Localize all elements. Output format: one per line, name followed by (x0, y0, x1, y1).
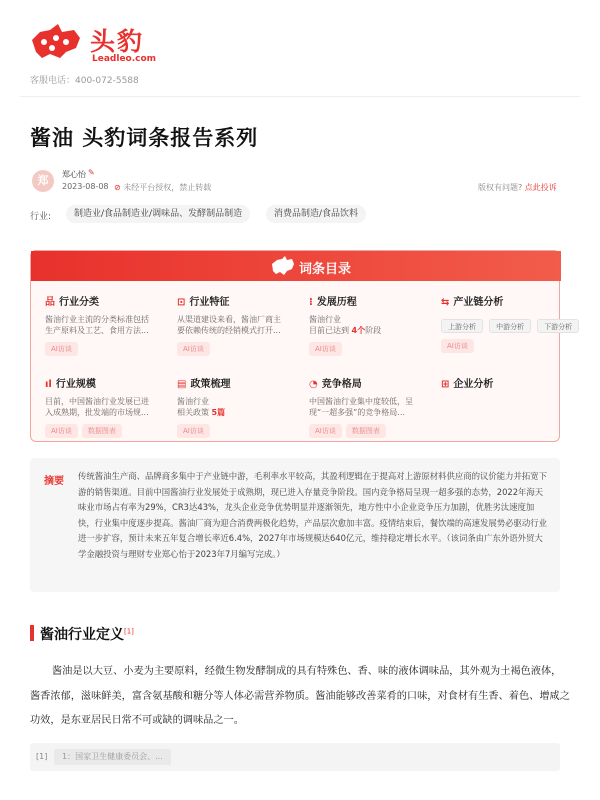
section-body: 酱油是以大豆、小麦为主要原料，经微生物发酵制成的具有特殊色、香、味的液体调味品，其外观为土褐色液体，酱香浓郁，滋味鲜美，富含氨基酸和糖分等人体必需营养物质。酱油能够改善菜肴的口味，对食材有生香、着色、增咸之功效，是东亚居民日常不可或缺的调味品之一。 (30, 666, 570, 726)
toc-item-title: 行业特征 (189, 297, 230, 308)
toc-item-title: 发展历程 (316, 297, 357, 308)
tree-icon: 品 (45, 297, 55, 308)
citation-link[interactable]: [1] (124, 627, 134, 636)
policy-icon: ▤ (177, 379, 187, 390)
toc-item-desc: 酱油行业主流的分类标准包括 (45, 315, 149, 324)
toc-item-competition[interactable] (309, 375, 439, 445)
toc-item-title: 产业链分析 (453, 297, 504, 308)
section-accent-bar (30, 625, 34, 641)
toc-item-title: 竞争格局 (321, 379, 362, 390)
report-prefix: 版权有问题? (478, 183, 523, 192)
author-name[interactable]: 郑心怡 (62, 170, 86, 179)
toc-item-desc: 要依赖传统的经销模式打开... (177, 326, 281, 335)
pie-icon: ◔ (309, 379, 318, 390)
midstream-tag[interactable]: 中游分析 (489, 319, 531, 333)
summary-label: 摘要 (44, 476, 64, 487)
toc-item-characteristics[interactable] (177, 293, 307, 363)
toc-item-desc: 入成熟期，批发端的市场规... (45, 408, 149, 417)
chip-icon: ⊡ (177, 297, 186, 308)
toc-item-desc: 酱油行业 (309, 315, 341, 324)
toc-header (31, 251, 561, 281)
page-title: 酱油 头豹词条报告系列 (30, 126, 259, 150)
ai-interview-pill[interactable]: AI访谈 (45, 342, 78, 356)
toc-item-desc: 现“一超多强”的竞争格局... (309, 408, 405, 417)
ai-interview-pill[interactable]: AI访谈 (177, 342, 210, 356)
data-chart-pill[interactable]: 数据图表 (346, 424, 386, 438)
publish-date: 2023-08-08 (62, 182, 109, 191)
toc-item-desc: 相关政策 5篇 (177, 408, 226, 417)
data-chart-pill[interactable]: 数据图表 (82, 424, 122, 438)
toc-item-desc: 从渠道建设来看，酱油厂商主 (177, 315, 281, 324)
service-phone: 客服电话：400-072-5588 (30, 76, 139, 86)
verified-flag-icon: ✎ (88, 168, 95, 177)
toc-title: 词条目录 (299, 262, 352, 277)
brand-domain: Leadleo.com (92, 54, 157, 64)
bar-chart-icon: ıl (45, 379, 52, 390)
toc-item-classification[interactable] (45, 293, 175, 363)
report-copyright (478, 182, 557, 193)
ai-interview-pill[interactable]: AI访谈 (177, 424, 210, 438)
report-link[interactable]: 点此投诉 (524, 183, 557, 192)
toc-item-title: 行业分类 (59, 297, 99, 308)
industry-tag[interactable]: 制造业/食品制造业/调味品、发酵制品制造 (66, 205, 250, 223)
industry-label: 行业: (30, 212, 52, 222)
reference-link[interactable]: 1：国家卫生健康委员会、... (54, 749, 171, 765)
grid-icon: ⊞ (441, 379, 450, 390)
forbidden-icon: ⊘ (114, 183, 121, 192)
timeline-icon: ⁝ (309, 297, 313, 308)
leopard-icon (271, 255, 295, 277)
toc-item-desc: 目前已达到 4个阶段 (309, 326, 382, 335)
toc-item-policy[interactable] (177, 375, 307, 445)
toc-item-desc: 酱油行业 (177, 397, 209, 406)
toc-item-enterprise[interactable] (441, 375, 571, 445)
brand-name[interactable]: 头豹 (90, 27, 145, 56)
reference-box (30, 743, 560, 771)
copyright-warning-text: 未经平台授权，禁止转载 (123, 183, 212, 192)
downstream-tag[interactable]: 下游分析 (537, 319, 579, 333)
copyright-warning (114, 182, 211, 193)
industry-tag[interactable]: 消费品制造/食品饮料 (266, 205, 366, 223)
ai-interview-pill[interactable]: AI访谈 (309, 342, 342, 356)
ai-interview-pill[interactable]: AI访谈 (309, 424, 342, 438)
section-title: 酱油行业定义[1] (40, 627, 134, 643)
toc-item-desc: 目前，中国酱油行业发展已进 (45, 397, 149, 406)
toc-item-desc: 中国酱油行业集中度较低，呈 (309, 397, 413, 406)
avatar[interactable]: 郑 (32, 170, 54, 192)
leopard-logo-icon[interactable] (30, 22, 82, 62)
chain-icon: ⇆ (441, 297, 450, 308)
ai-interview-pill[interactable]: AI访谈 (45, 424, 78, 438)
toc-item-market-size[interactable] (45, 375, 175, 445)
summary-text: 传统酱油生产商、品牌商多集中于产业链中游，毛利率水平较高，其盈利逻辑在于提高对上游原材料供应商的议价能力并拓宽下游的销售渠道。目前中国酱油行业发展处于成熟期，现已进入存量竞争阶段。国内竞争格局呈现一超多强的态势，2022年海天味业市场占有率为29%，CR3达43%，龙头企业竞争优势明显并逐渐领先，地方性中小企业竞争压力加剧，优胜劣汰速度加快，行业集中度逐步提高。酱油厂商为迎合消费两极化趋势，产品层次愈加丰富。疫情结束后，餐饮端的高速发展势必驱动行业进一步扩容，预计未来五年复合增长率近6.4%，2027年市场规模达640亿元，维持稳定增长水平。（该词条由广东外语外贸大学金融投资与理财专业郑心怡于2023年7月编写完成。） (78, 471, 547, 559)
toc-panel (30, 250, 573, 442)
upstream-tag[interactable]: 上游分析 (441, 319, 483, 333)
toc-item-title: 行业规模 (55, 379, 96, 390)
ai-interview-pill[interactable]: AI访谈 (441, 339, 474, 353)
header-divider (20, 96, 580, 97)
toc-item-title: 政策梳理 (190, 379, 231, 390)
summary-box (30, 458, 560, 592)
toc-item-desc: 生产原料及工艺、食用方法... (45, 326, 149, 335)
toc-item-chain[interactable] (441, 293, 573, 363)
toc-item-history[interactable] (309, 293, 439, 363)
toc-item-title: 企业分析 (453, 379, 494, 390)
reference-number: [1] (36, 752, 48, 761)
